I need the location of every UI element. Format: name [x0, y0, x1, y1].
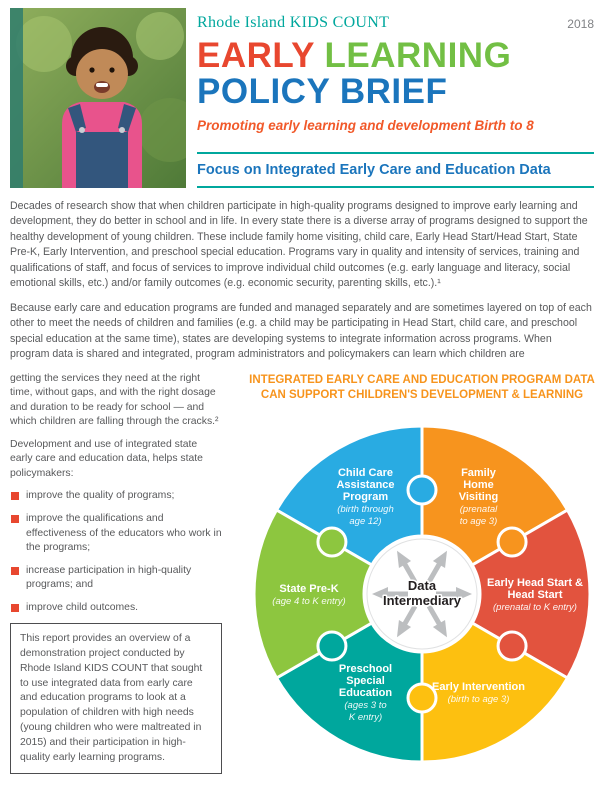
puzzle-knob: [408, 476, 436, 504]
baby-photo: [10, 8, 186, 188]
puzzle-piece-label: Early Intervention (birth to age 3): [432, 680, 525, 705]
diagram-heading: [235, 373, 606, 404]
brand-row: [197, 14, 594, 32]
puzzle-knob: [498, 528, 526, 556]
diagram-heading-line2: CAN SUPPORT CHILDREN'S DEVELOPMENT & LEARNING: [260, 389, 584, 402]
focus-banner: Focus on Integrated Early Care and Education Data: [197, 152, 594, 188]
title-line-1: [197, 38, 594, 74]
title-word-early: EARLY: [197, 36, 315, 75]
puzzle-piece-label: State Pre-K (age 4 to K entry): [272, 582, 346, 607]
list-item: improve the quality of programs;: [10, 489, 222, 504]
paragraph-2-continued: getting the services they need at the right time, without gaps, and with the right dosage and duration to be ready for school — and which children are falling through the cracks.²: [10, 372, 219, 428]
subtitle: Promoting early learning and development Birth to 8: [197, 117, 534, 133]
puzzle-knob: [318, 632, 346, 660]
baby-figure: [62, 27, 142, 188]
puzzle-knob: [498, 632, 526, 660]
puzzle-piece-label: Family Home Visiting (prenatal to age 3): [458, 466, 499, 527]
diagram-heading-line1: INTEGRATED EARLY CARE AND EDUCATION PROGRAM DATA: [249, 373, 595, 386]
left-column: [10, 372, 222, 779]
puzzle-piece-label: Preschool Special Education (ages 3 to K entry): [338, 662, 393, 723]
puzzle-piece-label: Child Care Assistance Program (birth through age 12): [336, 466, 395, 527]
list-item: improve child outcomes.: [10, 601, 222, 616]
diagram-center-label: Data Intermediary: [382, 577, 462, 608]
title-word-learning: LEARNING: [324, 36, 512, 75]
right-column: [235, 372, 606, 779]
policymaker-benefits-list: [10, 489, 222, 615]
header-right: [197, 8, 594, 188]
list-item: increase participation in high-quality programs; and: [10, 564, 222, 593]
puzzle-piece-label: Early Head Start & Head Start (prenatal to K entry): [487, 576, 583, 613]
header: [10, 8, 594, 188]
body-content: [10, 199, 594, 779]
brand-logo: Rhode Island KIDS COUNT: [197, 14, 390, 31]
baby-photo-illustration: [10, 8, 186, 188]
year-label: 2018: [567, 17, 594, 31]
page-title: [197, 38, 594, 111]
report-overview-box: This report provides an overview of a demonstration project conducted by Rhode Island KIDS COUNT that sought to use integrated data from early care and education programs to look at a population of children with high needs (young children who were maltreated in 2015) and their participation in high-quality early learning programs.: [10, 623, 222, 774]
list-item: improve the qualifications and effectiveness of the educators who work in the programs;: [10, 512, 222, 556]
paragraph-1: Decades of research show that when children participate in high-quality programs designed to improve early learning and development, they do better in school and in life. In every state there is a diverse array of programs designed to support the healthy development of young children. These include family home visiting, child care, Early Head Start/Head Start, State Pre-K, Early Intervention, and preschool special education. Programs vary in quality and intensity of services, training and qualifications of staff, and focus of services to improve individual child outcomes (e.g. early language and literacy, social emotional skills, etc.) and/or family outcomes (e.g. economic security, parenting skills, etc.).¹: [10, 200, 588, 290]
puzzle-knob: [318, 528, 346, 556]
puzzle-diagram: [235, 409, 606, 779]
paragraph-2: Because early care and education programs are funded and managed separately and are sometimes layered on top of each other to meet the needs of children and families (e.g. a child may be participating in Head Start, child care, and preschool special education at the same time), states are developing systems to integrate information across programs. When program data is shared and integrated, program administrators and policymakers can learn which children are: [10, 301, 592, 361]
title-line-2: POLICY BRIEF: [197, 72, 448, 112]
two-column-section: [10, 372, 594, 779]
paragraph-3: Development and use of integrated state early care and education data, helps state policymakers:: [10, 438, 203, 479]
